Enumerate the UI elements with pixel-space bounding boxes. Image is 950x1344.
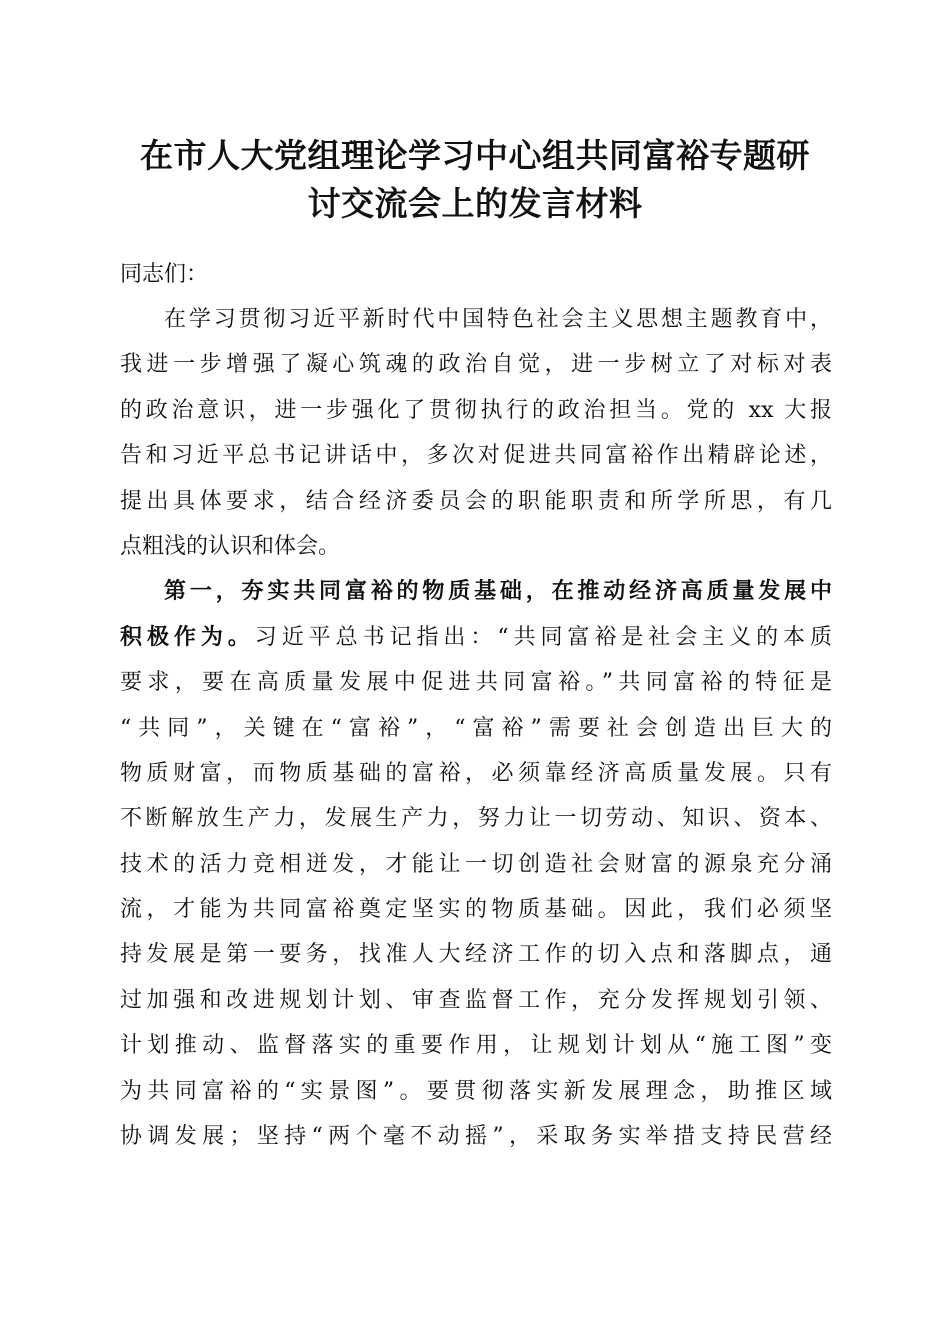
- paragraph-point-one: [120, 569, 832, 1159]
- paragraph-line: 物质财富，而物质基础的富裕，必须靠经济高质量发展。只有: [120, 760, 832, 786]
- paragraph-line: 不断解放生产力，发展生产力，努力让一切劳动、知识、资本、: [120, 806, 832, 832]
- paragraph-line-rest: 习近平总书记指出：“共同富裕是社会主义的本质: [254, 624, 832, 650]
- paragraph-line: “共同”，关键在“富裕”，“富裕”需要社会创造出巨大的: [120, 715, 832, 741]
- paragraph-line: 技术的活力竞相迸发，才能让一切创造社会财富的源泉充分涌: [120, 851, 832, 877]
- paragraph-line: 流，才能为共同富裕奠定坚实的物质基础。因此，我们必须坚: [120, 897, 832, 923]
- paragraph-line: 我进一步增强了凝心筑魂的政治自觉，进一步树立了对标对表: [120, 352, 832, 378]
- title-line-1: 在市人大党组理论学习中心组共同富裕专题研: [140, 136, 810, 175]
- paragraph-line: 持发展是第一要务，找准人大经济工作的切入点和落脚点，通: [120, 942, 832, 968]
- title-line-2: 讨交流会上的发言材料: [307, 184, 643, 223]
- paragraph-line: 协调发展；坚持“两个毫不动摇”，采取务实举措支持民营经: [120, 1124, 832, 1150]
- paragraph-line: 计划推动、监督落实的重要作用，让规划计划从“施工图”变: [120, 1033, 832, 1059]
- document-title: [100, 132, 850, 228]
- paragraph-line: 过加强和改进规划计划、审查监督工作，充分发挥规划引领、: [120, 987, 832, 1013]
- paragraph-intro: [120, 297, 832, 569]
- paragraph-line: [120, 615, 832, 660]
- paragraph-line: 在学习贯彻习近平新时代中国特色社会主义思想主题教育中，: [164, 307, 832, 332]
- salutation: 同志们：: [120, 262, 209, 287]
- paragraph-line: 提出具体要求，结合经济委员会的职能职责和所学所思，有几: [120, 488, 832, 514]
- document-body: [120, 252, 832, 1159]
- paragraph-line: 告和习近平总书记讲话中，多次对促进共同富裕作出精辟论述，: [120, 443, 832, 469]
- paragraph-line: 点粗浅的认识和体会。: [120, 533, 341, 559]
- point-one-heading-end: 积极作为。: [120, 623, 255, 650]
- paragraph-line: 要求，要在高质量发展中促进共同富裕。”共同富裕的特征是: [120, 670, 832, 696]
- point-one-heading: 第一，夯实共同富裕的物质基础，在推动经济高质量发展中: [164, 578, 832, 605]
- paragraph-line: 的政治意识，进一步强化了贯彻执行的政治担当。党的 xx 大报: [120, 397, 832, 423]
- paragraph-line: 为共同富裕的“实景图”。要贯彻落实新发展理念，助推区域: [120, 1078, 832, 1104]
